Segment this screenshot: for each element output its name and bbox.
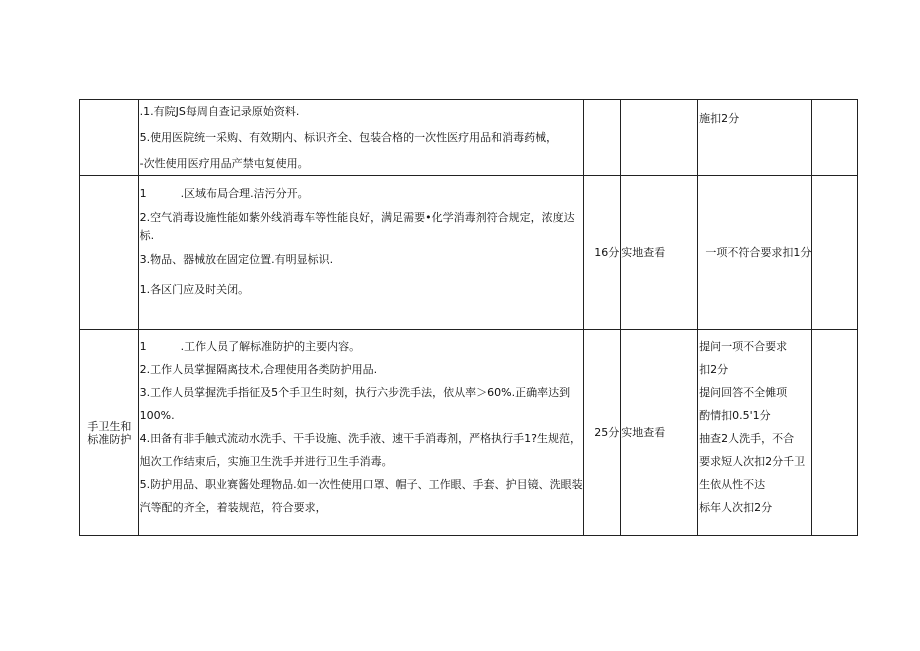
item-text: 2.工作人员掌握隔离技术,合理使用各类防护用品.	[139, 363, 378, 376]
item-text	[139, 340, 583, 353]
deduction-text: 一项不符合要求扣1分	[705, 246, 812, 259]
table-row	[80, 330, 858, 536]
deduction-text: 施扣2分	[699, 112, 740, 125]
deduction-text: 扣2分	[699, 363, 729, 376]
deduction-text: 抽查2人洗手，不合	[699, 432, 795, 445]
item-text: 2.空气消毒设施性能如紫外线消毒车等性能良好，满足需要•化学消毒剂符合规定，浓度达	[139, 211, 575, 224]
table-row	[80, 176, 858, 330]
item-text: 5.防护用品、职业赛酱处理物品.如一次性使用口罩、帽子、工作眼、手套、护目镜、洗眼装	[139, 478, 583, 491]
remark-cell	[812, 330, 858, 536]
item-text: 汽等配的齐全，着装规范，符合要求，	[139, 501, 327, 514]
category-cell	[80, 176, 139, 330]
category-cell	[80, 100, 139, 176]
items-cell	[138, 330, 583, 536]
item-text: 旭次工作结束后，实施卫生洗手并进行卫生手消毒。	[139, 455, 393, 468]
deduction-text: 提问回答不全傩项	[699, 386, 788, 399]
score-cell: 25分	[583, 330, 620, 536]
deduction-text: 要求短人次扣2分千卫	[699, 455, 806, 468]
deduction-cell	[698, 100, 812, 176]
items-cell	[138, 176, 583, 330]
remark-cell	[812, 176, 858, 330]
item-number: 1	[139, 187, 147, 200]
category-label: 手卫生和	[87, 419, 132, 433]
item-text: -次性使用医疗用品产禁屯复使用。	[139, 157, 309, 170]
item-text: 1.各区门应及时关闭。	[139, 283, 250, 296]
item-text: 标.	[139, 229, 155, 242]
item-number: 1	[139, 340, 147, 353]
score-cell: 16分	[583, 176, 620, 330]
category-label: 标准防护	[87, 432, 132, 446]
item-text: 5.使用医院统一采购、有效期内、标识齐全、包装合格的一次性医疗用品和消毒药械，	[139, 131, 558, 144]
item-text: 3.工作人员掌握洗手指征及5个手卫生时刻，执行六步洗手法，依从率＞60%.正确率达到	[139, 386, 571, 399]
method-cell: 实地查看	[621, 176, 698, 330]
infection-control-checklist-table	[79, 99, 858, 536]
method-cell: 实地查看	[621, 330, 698, 536]
item-text: 100%.	[139, 409, 175, 422]
category-cell	[80, 330, 139, 536]
remark-cell	[812, 100, 858, 176]
item-text: 4.田备有非手触式流动水洗手、干手设施、洗手液、速干手消毒剂，严格执行手1?生规范，	[139, 432, 582, 445]
item-body: .工作人员了解标准防护的主要内容。	[180, 340, 361, 353]
score-cell	[583, 100, 620, 176]
item-text: 3.物品、器械放在固定位置.有明显标识.	[139, 253, 334, 266]
item-text	[139, 187, 583, 200]
deduction-cell	[698, 330, 812, 536]
item-text: .1.有院JS每周自查记录原始资料.	[139, 105, 300, 118]
items-cell	[138, 100, 583, 176]
deduction-text: 提问一项不合要求	[699, 340, 788, 353]
table-row	[80, 100, 858, 176]
deduction-cell	[698, 176, 812, 330]
deduction-text: 酌情扣0.5'1分	[699, 409, 771, 422]
deduction-text: 生依从性不达	[699, 478, 766, 491]
deduction-text: 标年人次扣2分	[699, 501, 773, 514]
item-body: .区域布局合理.洁污分开。	[180, 187, 309, 200]
method-cell	[621, 100, 698, 176]
